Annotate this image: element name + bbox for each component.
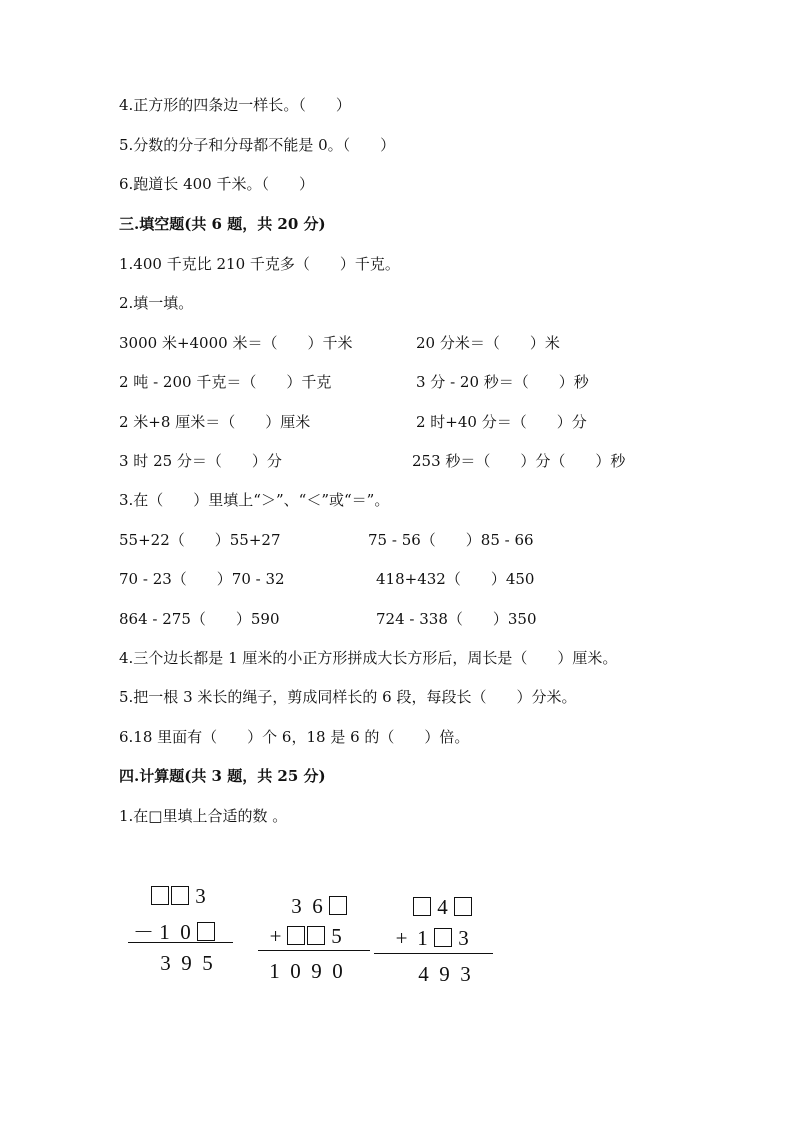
puzzle-3-row2 <box>391 926 474 951</box>
judge-item-4: 4.正方形的四条边一样长。（ ） <box>119 96 351 114</box>
digit: 1 <box>417 926 428 950</box>
fill-q3-title: 3.在（ ）里填上“＞”、“＜”或“＝”。 <box>119 491 390 509</box>
blank-box[interactable] <box>329 896 347 915</box>
puzzle-2-rule <box>258 950 370 951</box>
section-3-title: 三.填空题(共 6 题，共 20 分) <box>119 215 326 233</box>
fill-q6: 6.18 里面有（ ）个 6，18 是 6 的（ ）倍。 <box>119 728 470 746</box>
digit: 6 <box>312 894 323 918</box>
plus-operator: + <box>269 924 282 948</box>
blank-box[interactable] <box>287 926 305 945</box>
q2-row1-right: 20 分米＝（ ）米 <box>416 334 560 352</box>
q3-row2-right: 418+432（ ）450 <box>376 570 535 588</box>
fill-q2-title: 2.填一填。 <box>119 294 194 312</box>
digit: 3 <box>291 894 302 918</box>
section-4-title: 四.计算题(共 3 题，共 25 分) <box>119 767 326 785</box>
puzzle-1-rule <box>128 942 233 943</box>
digit: 3 <box>160 951 171 975</box>
blank-box[interactable] <box>454 897 472 916</box>
q3-row1-left: 55+22（ ）55+27 <box>119 531 281 549</box>
puzzle-3-row1 <box>412 895 473 920</box>
digit: 5 <box>331 924 342 948</box>
q2-row3-right: 2 时+40 分＝（ ）分 <box>416 413 587 431</box>
digit: 1 <box>269 959 280 983</box>
q3-row1-right: 75 - 56（ ）85 - 66 <box>368 531 534 549</box>
q2-row4-left: 3 时 25 分＝（ ）分 <box>119 452 282 470</box>
digit: 4 <box>418 962 429 986</box>
q2-row4-right: 253 秒＝（ ）分（ ）秒 <box>412 452 626 470</box>
digit: 9 <box>439 962 450 986</box>
blank-box[interactable] <box>307 926 325 945</box>
puzzle-3-result <box>413 962 476 987</box>
puzzle-2-row2 <box>265 924 347 949</box>
q2-row2-left: 2 吨 - 200 千克＝（ ）千克 <box>119 373 332 391</box>
q2-row3-left: 2 米+8 厘米＝（ ）厘米 <box>119 413 311 431</box>
q3-row3-right: 724 - 338（ ）350 <box>376 610 537 628</box>
minus-operator: － <box>133 920 154 944</box>
digit: 1 <box>159 920 170 944</box>
fill-q5: 5.把一根 3 米长的绳子，剪成同样长的 6 段，每段长（ ）分米。 <box>119 688 577 706</box>
q2-row1-left: 3000 米+4000 米＝（ ）千米 <box>119 334 353 352</box>
digit: 0 <box>180 920 191 944</box>
digit: 5 <box>202 951 213 975</box>
q3-row3-left: 864 - 275（ ）590 <box>119 610 280 628</box>
digit: 4 <box>437 895 448 919</box>
digit: 9 <box>181 951 192 975</box>
blank-box[interactable] <box>413 897 431 916</box>
puzzle-2-row1 <box>286 894 348 919</box>
digit: 0 <box>332 959 343 983</box>
digit: 0 <box>290 959 301 983</box>
blank-box[interactable] <box>197 922 215 941</box>
puzzle-2-result <box>264 959 348 984</box>
blank-box[interactable] <box>171 886 189 905</box>
puzzle-1-result <box>155 951 218 976</box>
calc-q1: 1.在□里填上合适的数 。 <box>119 807 288 825</box>
digit: 3 <box>458 926 469 950</box>
puzzle-1-row1 <box>150 884 211 909</box>
digit: 3 <box>195 884 206 908</box>
q2-row2-right: 3 分 - 20 秒＝（ ）秒 <box>416 373 589 391</box>
plus-operator: + <box>395 926 408 950</box>
puzzle-3-rule <box>374 953 493 954</box>
digit: 3 <box>460 962 471 986</box>
q3-row2-left: 70 - 23（ ）70 - 32 <box>119 570 285 588</box>
blank-box[interactable] <box>151 886 169 905</box>
judge-item-6: 6.跑道长 400 千米。（ ） <box>119 175 314 193</box>
digit: 9 <box>311 959 322 983</box>
fill-q4: 4.三个边长都是 1 厘米的小正方形拼成大长方形后，周长是（ ）厘米。 <box>119 649 618 667</box>
blank-box[interactable] <box>434 928 452 947</box>
judge-item-5: 5.分数的分子和分母都不能是 0。（ ） <box>119 136 396 154</box>
fill-q1: 1.400 千克比 210 千克多（ ）千克。 <box>119 255 400 273</box>
